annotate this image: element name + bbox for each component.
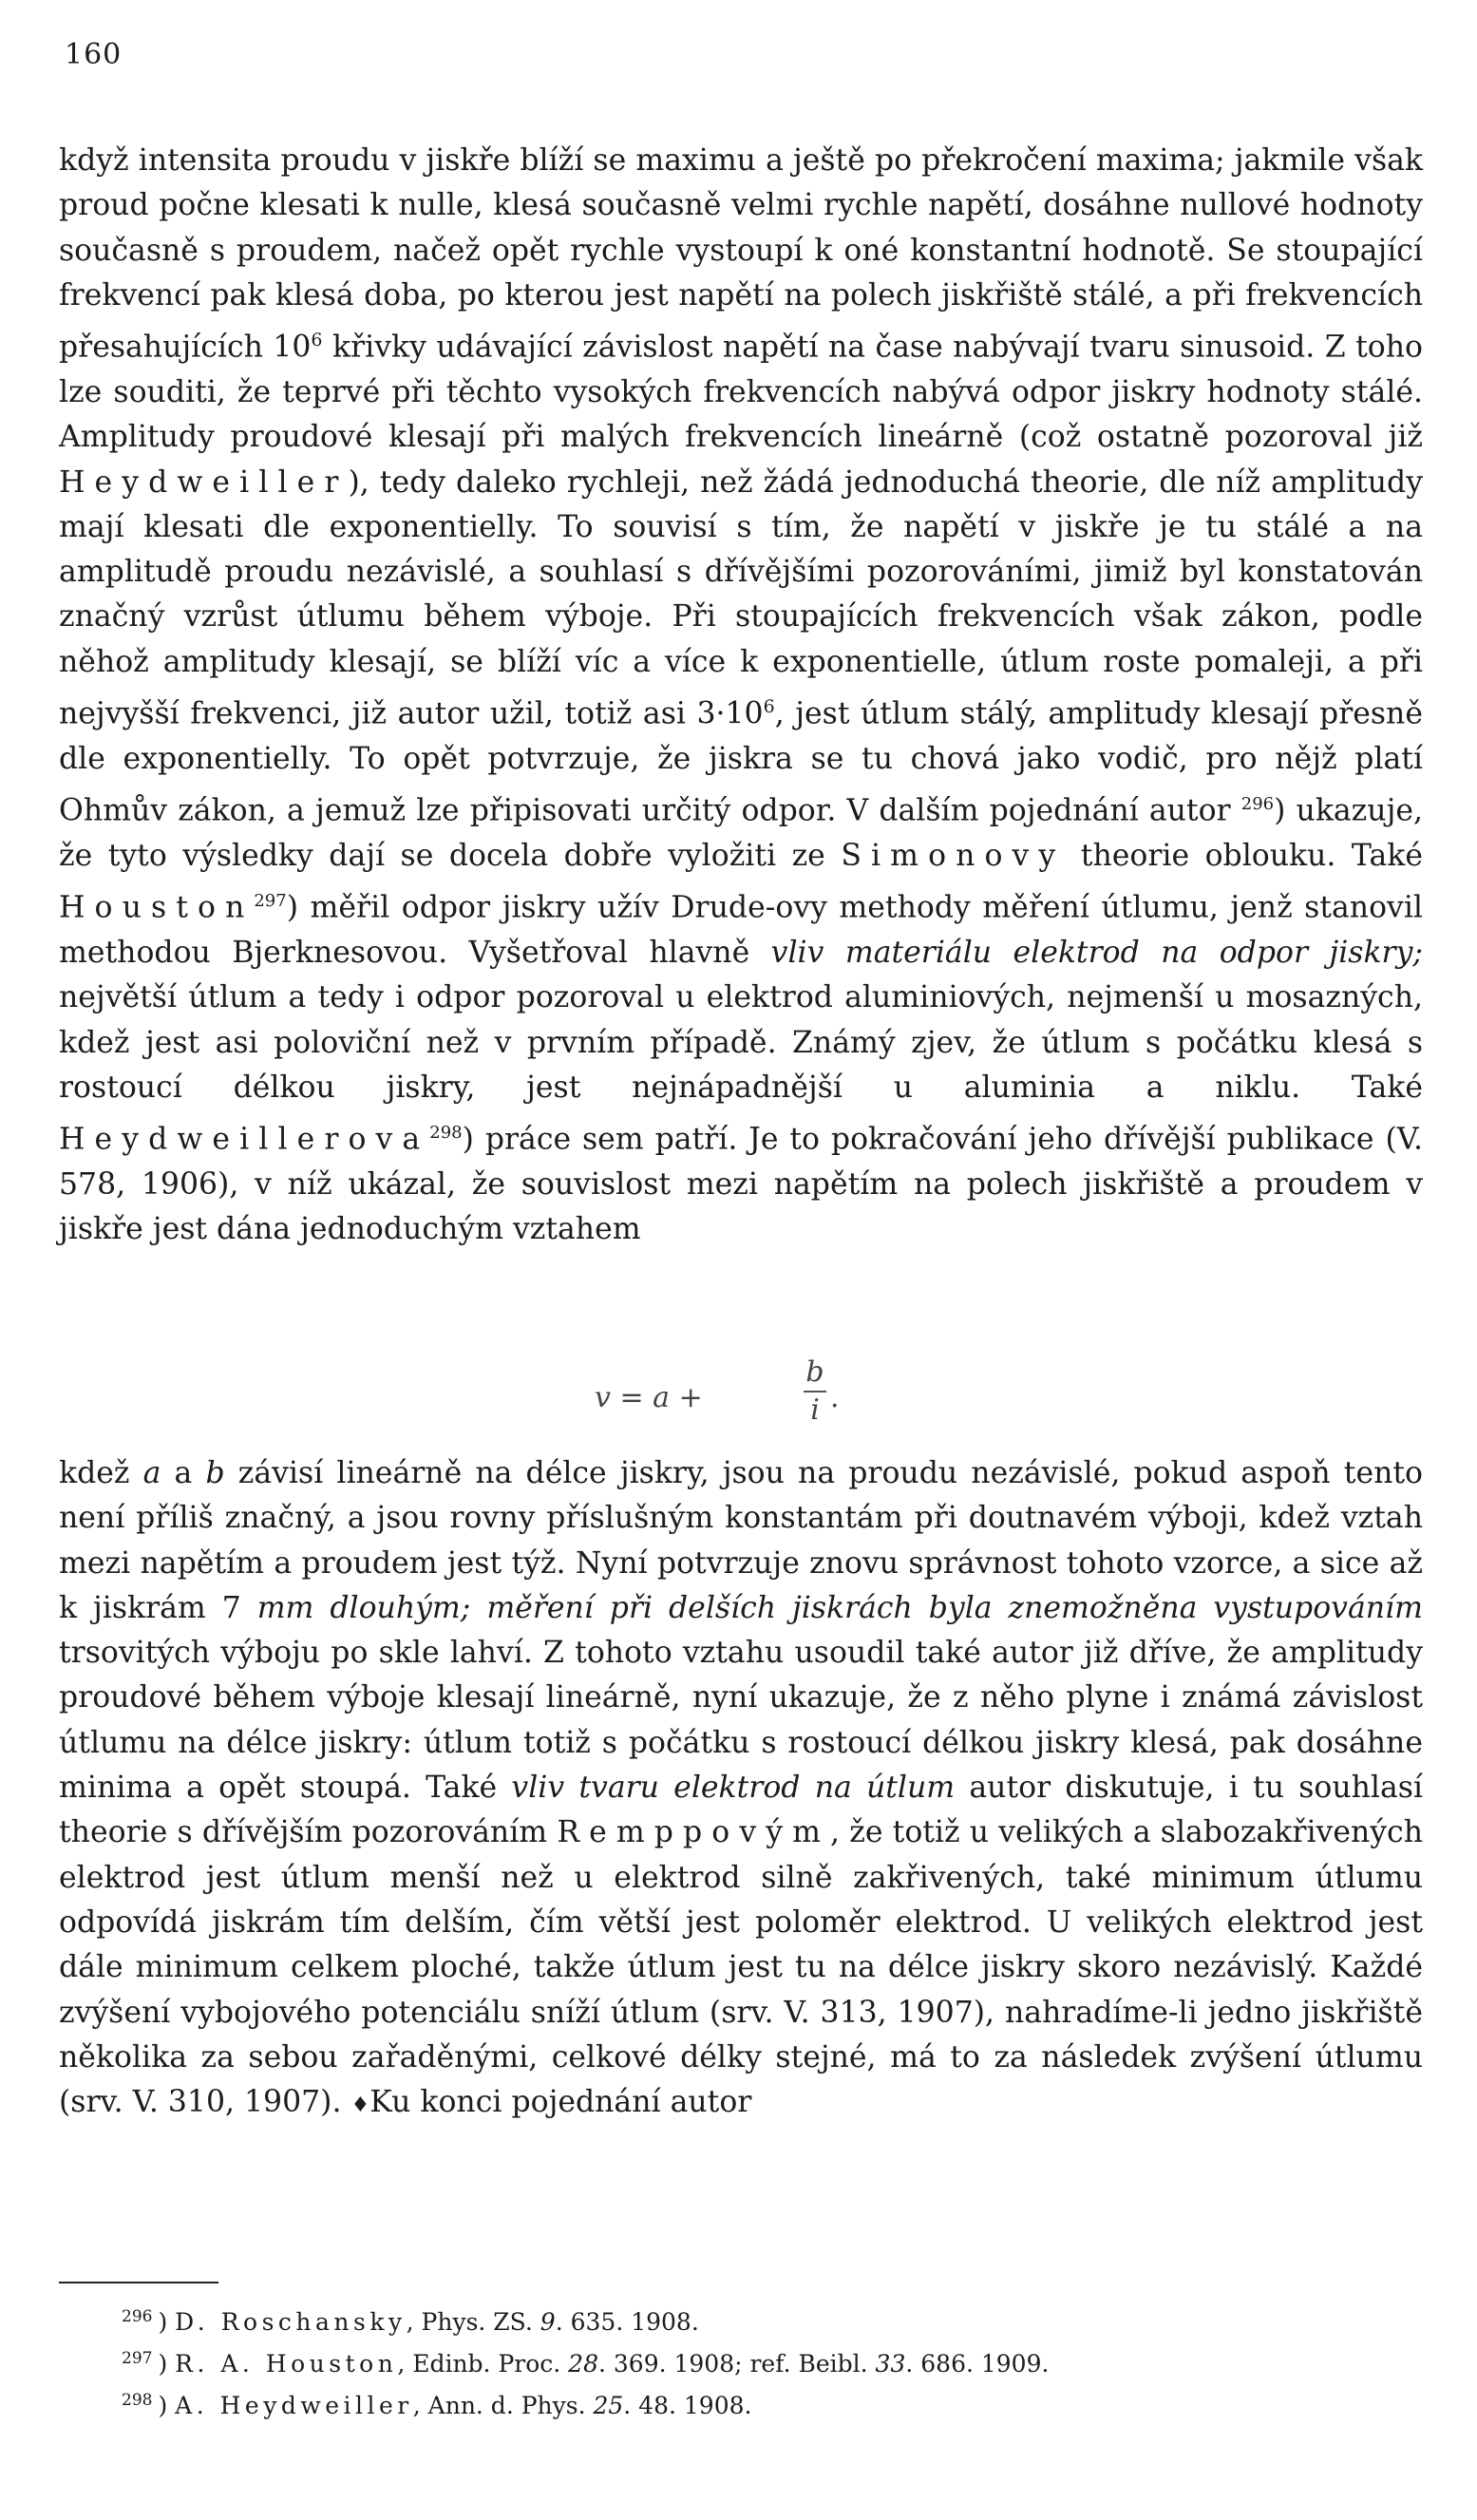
text-run: ) ukazuje, že tyto výsledky dají se docela dobře vyložiti ze [59,793,1423,873]
author-name-houston: Houston [59,890,255,925]
footnote-rest: . 369. 1908; ref. Beibl. [597,2350,876,2378]
variable-a: a [142,1456,161,1490]
author-name-simonovy: Simonovy [841,838,1066,873]
equation [0,1356,1477,1444]
footnote-296: $^{296}$ ) D. Roschansky, Phys. ZS. 9. 635. 1908. [122,2307,699,2336]
body-paragraph-2 [59,1451,1423,2128]
footnote-mark: 296 [122,2307,153,2326]
emphasis-text: mm dlouhým; měření při delších jiskrách byla znemožněna vystupováním [256,1590,1423,1625]
footnote-volume-2: 33 [875,2350,906,2378]
text-run: , jest útlum stálý, amplitudy klesají přesně dle exponentielly. To opět potvrzuje, že jiskra se tu chová jako vodič, pro nějž platí Ohmův zákon, a jemuž lze připisovati určitý odpor. V dalším pojednání autor [59,696,1423,828]
text-run: když intensita proudu v jiskře blíží se maximu a ještě po překročení maxima; jakmile však proud počne klesati k nulle, klesá současně velmi rychle napětí, dosáhne nullové hodnoty současně s proudem, načež opět rychle vystoupí k oné konstantní hodnotě. Se stoupající frekvencí pak klesá doba, po kterou jest napětí na polech jiskřiště stálé, a při frekvencích přesahujících 10 [59,143,1423,365]
fraction-denominator: i [810,1393,820,1427]
text-run: křivky udávající závislost napětí na čase nabývají tvaru sinusoid. Z toho lze souditi, že teprvé při těchto vysokých frekvencích nabývá odpor jiskry hodnoty stálé. Amplitudy proudové klesají při malých frekvencích lineárně (což ostatně pozoroval již [59,330,1423,455]
footnote-mark: 298 [122,2391,153,2410]
equation-end: . [830,1381,840,1414]
footnote-ref: , Edinb. Proc. [397,2350,569,2378]
text-run: ) měřil odpor jiskry užív Drude-ovy methody měření útlumu, jenž stanovil methodou Bjerknesovou. Vyšetřoval hlavně [59,890,1423,971]
footnote-297: $^{297}$ ) R. A. Houston, Edinb. Proc. 28. 369. 1908; ref. Beibl. 33. 686. 1909. [122,2349,1050,2378]
margin-mark: ♦ [350,2094,370,2118]
text-run: trsovitých výboju po skle lahví. Z tohoto vztahu usoudil také autor již dříve, že amplitudy proudové během výboje klesají lineárně, nyní ukazuje, že z něho plyne i známá závislost útlumu na délce jiskry: útlum totiž s počátku s rostoucí délkou jiskry klesá, pak dosáhne minima a opět stoupá. Také [59,1636,1423,1806]
body-paragraph-1 [59,139,1423,1253]
text-run: theorie oblouku. Také [1065,838,1423,873]
text-run: Ku konci pojednání autor [369,2085,752,2120]
author-name-heydweiller: Heydweiller [59,464,349,500]
fraction-numerator: b [805,1355,824,1389]
text-run: , že totiž u velikých a slabozakřivených elektrod jest útlum menší než u elektrod silně zakřivených, také minimum útlumu odpovídá jiskrám tím delším, čím větší jest poloměr elektrod. U velikých elektrod jest dále minimum celkem ploché, takže útlum jest tu na délce jiskry skoro nezávislý. Každé zvýšení vybojového potenciálu sníží útlum (srv. V. 313, 1907), nahradíme-li jedno jiskřiště několika za sebou zařaděnými, celkové délky stejné, má to za následek zvýšení útlumu (srv. V. 310, 1907). [59,1815,1423,2120]
footnote-mark: 297 [122,2349,153,2368]
footnote-ref-298[interactable]: 298 [429,1123,463,1144]
text-run: a [161,1456,206,1490]
fraction-bar [804,1391,826,1393]
footnote-separator [59,2282,218,2283]
author-name-remppovym: Remppovým [557,1815,831,1850]
footnote-volume: 9 [540,2308,556,2336]
footnote-volume: 28 [568,2350,598,2378]
equation-fraction [804,1356,826,1427]
footnotes [122,2299,1432,2424]
footnote-ref-297[interactable]: 297 [254,891,287,912]
footnote-298: $^{298}$ ) A. Heydweiller, Ann. d. Phys. 25. 48. 1908. [122,2391,752,2419]
footnote-author: R. A. Houston [175,2350,398,2378]
text-run: autor diskutuje, i tu souhlasí theorie s dřívějším pozorováním [59,1771,1424,1850]
footnote-ref-296[interactable]: 296 [1240,794,1275,815]
exponent: 6 [763,696,775,718]
text-run: kdež [59,1456,143,1490]
text-run: největší útlum a tedy i odpor pozoroval u elektrod aluminiových, nejmenší u mosazných, kdež jest asi poloviční než v prvním případě. Známý zjev, že útlum s počátku klesá s rostoucí délkou jiskry, jest nejnápadnější u aluminia a niklu. Také [59,980,1423,1105]
page-number: 160 [65,38,123,71]
footnote-rest: . 635. 1908. [555,2308,699,2336]
footnote-volume: 25 [593,2392,624,2419]
variable-b: b [205,1456,225,1490]
text-run: ), tedy daleko rychleji, než žádá jednoduchá theorie, dle níž amplitudy mají klesati dle exponentielly. To souvisí s tím, že napětí v jiskře je tu stálé a na amplitudě proudu nezávislé, a souhlasí s dřívějšími pozorováními, jimiž byl konstatován značný vzrůst útlumu během výboje. Při stoupajících frekvencích však zákon, podle něhož amplitudy klesají, se blíží víc a více k exponentielle, útlum roste pomaleji, a při nejvyšší frekvenci, již autor užil, totiž asi 3·10 [59,464,1423,731]
exponent: 6 [311,330,323,351]
footnote-author: D. Roschansky [175,2308,407,2336]
emphasis-text: vliv tvaru elektrod na útlum [511,1771,956,1806]
text-run: závisí lineárně na délce jiskry, jsou na proudu nezávislé, pokud aspoň tento není příliš značný, a jsou rovny příslušným konstantám při doutnavém výboji, kdež vztah mezi napětím a proudem jest týž. Nyní potvrzuje znovu správnost tohoto vzorce, a sice až k jiskrám 7 [59,1456,1423,1625]
footnote-ref: , Ann. d. Phys. [412,2392,594,2419]
equation-lhs: v = a + [595,1381,703,1414]
emphasis-text: vliv materiálu elektrod na odpor jiskry; [770,936,1424,971]
author-name-heydweillerova: Heydweillerova [59,1122,430,1157]
footnote-ref: , Phys. ZS. [406,2308,540,2336]
footnote-rest: . 48. 1908. [623,2392,752,2419]
footnote-rest-2: . 686. 1909. [905,2350,1050,2378]
text-run: ) práce sem patří. Je to pokračování jeho dřívější publikace (V. 578, 1906), v níž ukázal, že souvislost mezi napětím na polech jiskřiště a proudem v jiskře jest dána jednoduchým vztahem [59,1122,1423,1247]
footnote-author: A. Heydweiller [175,2392,413,2419]
